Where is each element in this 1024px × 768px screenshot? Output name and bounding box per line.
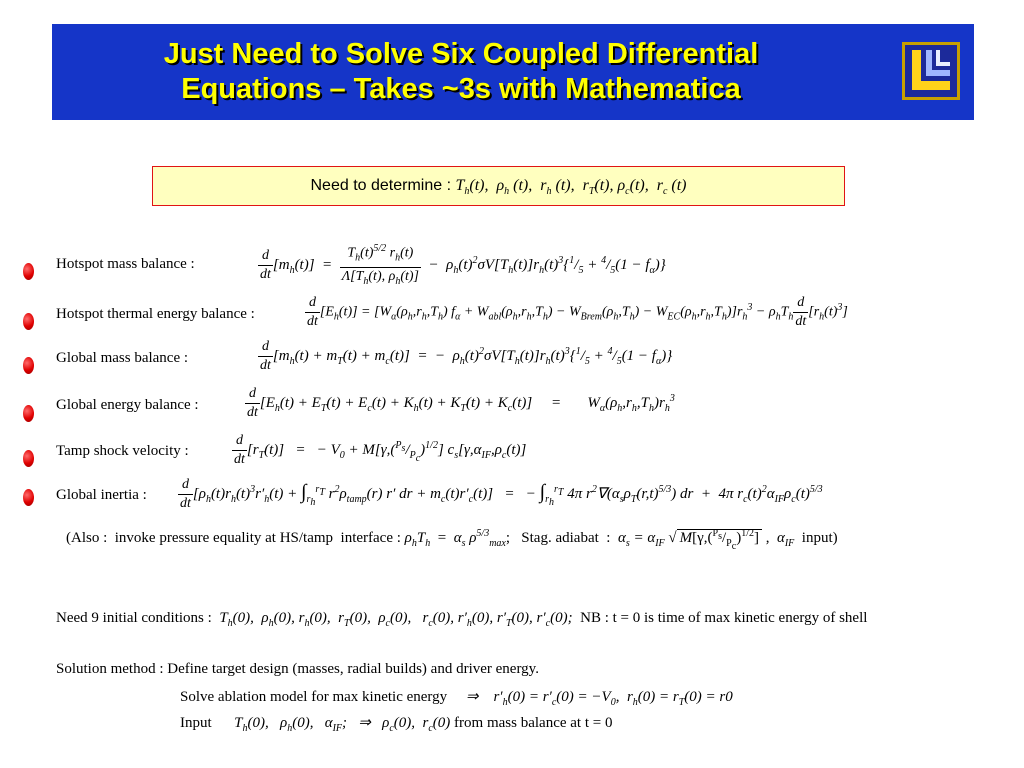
title-line-2: Equations – Takes ~3s with Mathematica [181,73,741,105]
solution-method-line2: Solve ablation model for max kinetic energy ⇒ $r'_h(0) = r'_c(0) = -V_0$, $r_h(0) = r_T(0) = r0$ [180,689,733,708]
title-banner [52,24,974,120]
determine-vars: $T_h(t)$, $\rho_h$ (t), $r_h$ (t), $r_T(t)$, $\rho_c(t)$, $r_c$ (t) [455,177,687,198]
solution-line1: Define target design (masses, radial builds) and driver energy. [167,661,539,677]
eq-hotspot-mass: $\frac{d}{dt}$ $[m_h(t)]$ = $\frac{T_h(t)^{5/2} r_h(t)}{\Lambda[T_h(t), \rho_h(t)]}$ − $\rho_h(t)^2\sigma V[T_h(t)]r_h(t)^3\{^1/_5 + ^4/_5(1 - f_\alpha)\}$ [258,240,666,291]
eq-global-mass: $\frac{d}{dt}$ $[m_h(t) + m_T(t) + m_c(t)]$ = − $\rho_h(t)^2\sigma V[T_h(t)]r_h(t)^3\{^1/_5 + ^4/_5(1 - f_\alpha)\}$ [260,339,673,373]
bullet-icon [23,450,34,467]
solution-line2-text: Solve ablation model for max kinetic energy [180,689,448,705]
eq-hotspot-energy: $\frac{d}{dt}$ $[E_h(t)] = [W_\alpha(\rho_h,r_h,T_h) f_\alpha + W_{abl}(\rho_h,r_h,T_h) - W_{Brem}(\rho_h,T_h) - W_{EC}(\rho_h,r_h,T_h)]r_h^3 - \rho_hT_h$ $\frac{d}{dt}$ $[r_h(t)^3]$ [307,295,848,329]
initial-conditions: Need 9 initial conditions : $T_h(0)$, $\rho_h(0)$, $r_h(0)$, $r_T(0)$, $\rho_c(0)$, $r_c(0)$, $r'_h(0)$, $r'_T(0)$, $r'_c(0)$; NB : t = 0 is time of max kinetic energy of shell [56,610,868,629]
eq-global-energy: $\frac{d}{dt}$ $[E_h(t) + E_T(t) + E_c(t) + K_h(t) + K_T(t) + K_c(t)]$ = $W_\alpha(\rho_h,r_h,T_h)r_h^3$ [247,386,675,420]
slide-title [52,37,870,107]
eq-label-global-energy: Global energy balance : [56,397,199,413]
llnl-logo-icon [902,42,960,100]
bullet-icon [23,405,34,422]
eq-label-global-mass: Global mass balance : [56,350,189,366]
also-note: (Also : invoke pressure equality at HS/tamp interface : $\rho_hT_h = \alpha_s$ $\rho^{5/3}_{max}$; Stag. adiabat : $\alpha_s = \alpha_{IF}$ √ $M[\gamma,(^{P_s}/_{P_c})^{1/2}]$ , $\alpha_{IF}$ input) [66,528,838,552]
solution-line3-tail: from mass balance at t = 0 [454,715,613,731]
eq-label-global-inertia: Global inertia : [56,487,147,503]
bullet-icon [23,489,34,506]
solution-method-line3: Input $T_h(0)$, $\rho_h(0)$, $\alpha_{IF}$; ⇒ $\rho_c(0)$, $r_c(0)$ from mass balance at t = 0 [180,715,613,734]
determine-box [152,166,845,206]
eq-label-tamp-shock: Tamp shock velocity : [56,443,189,459]
solution-line3-text: Input [180,715,212,731]
eq-tamp-shock: $\frac{d}{dt}$ $[r_T(t)]$ = − $V_0 + M[\gamma,(^{P_s}/_{P_c})^{1/2}]$ $c_s[\gamma,\alpha_{IF},\rho_c(t)]$ [234,433,527,467]
initial-conditions-label: Need 9 initial conditions : [56,610,212,626]
eq-label-hotspot-energy: Hotspot thermal energy balance : [56,306,255,322]
eq-global-inertia: $\frac{d}{dt}$ [$\rho_h(t)r_h(t)^3r'_h(t) + \int_{r_h}^{r_T}$ $r^2\rho_{tamp}(r)$ r′ dr + $m_c(t)r'_c(t)$] = − $\int_{r_h}^{r_T}$ 4π $r^2\nabla(\alpha_s\rho_T(r,t)^{5/3})$ dr + 4π $r_c(t)^2\alpha_{IF}\rho_c(t)^{5/3}$ [180,477,823,511]
bullet-icon [23,313,34,330]
determine-text [153,177,844,197]
title-line-1: Just Need to Solve Six Coupled Differential [163,38,759,70]
solution-method-line1 [56,661,539,678]
eq-label-hotspot-mass: Hotspot mass balance : [56,256,195,272]
solution-label: Solution method : [56,661,164,677]
initial-conditions-note: NB : t = 0 is time of max kinetic energy of shell [580,610,868,626]
bullet-icon [23,263,34,280]
determine-label: Need to determine : [310,177,456,194]
bullet-icon [23,357,34,374]
